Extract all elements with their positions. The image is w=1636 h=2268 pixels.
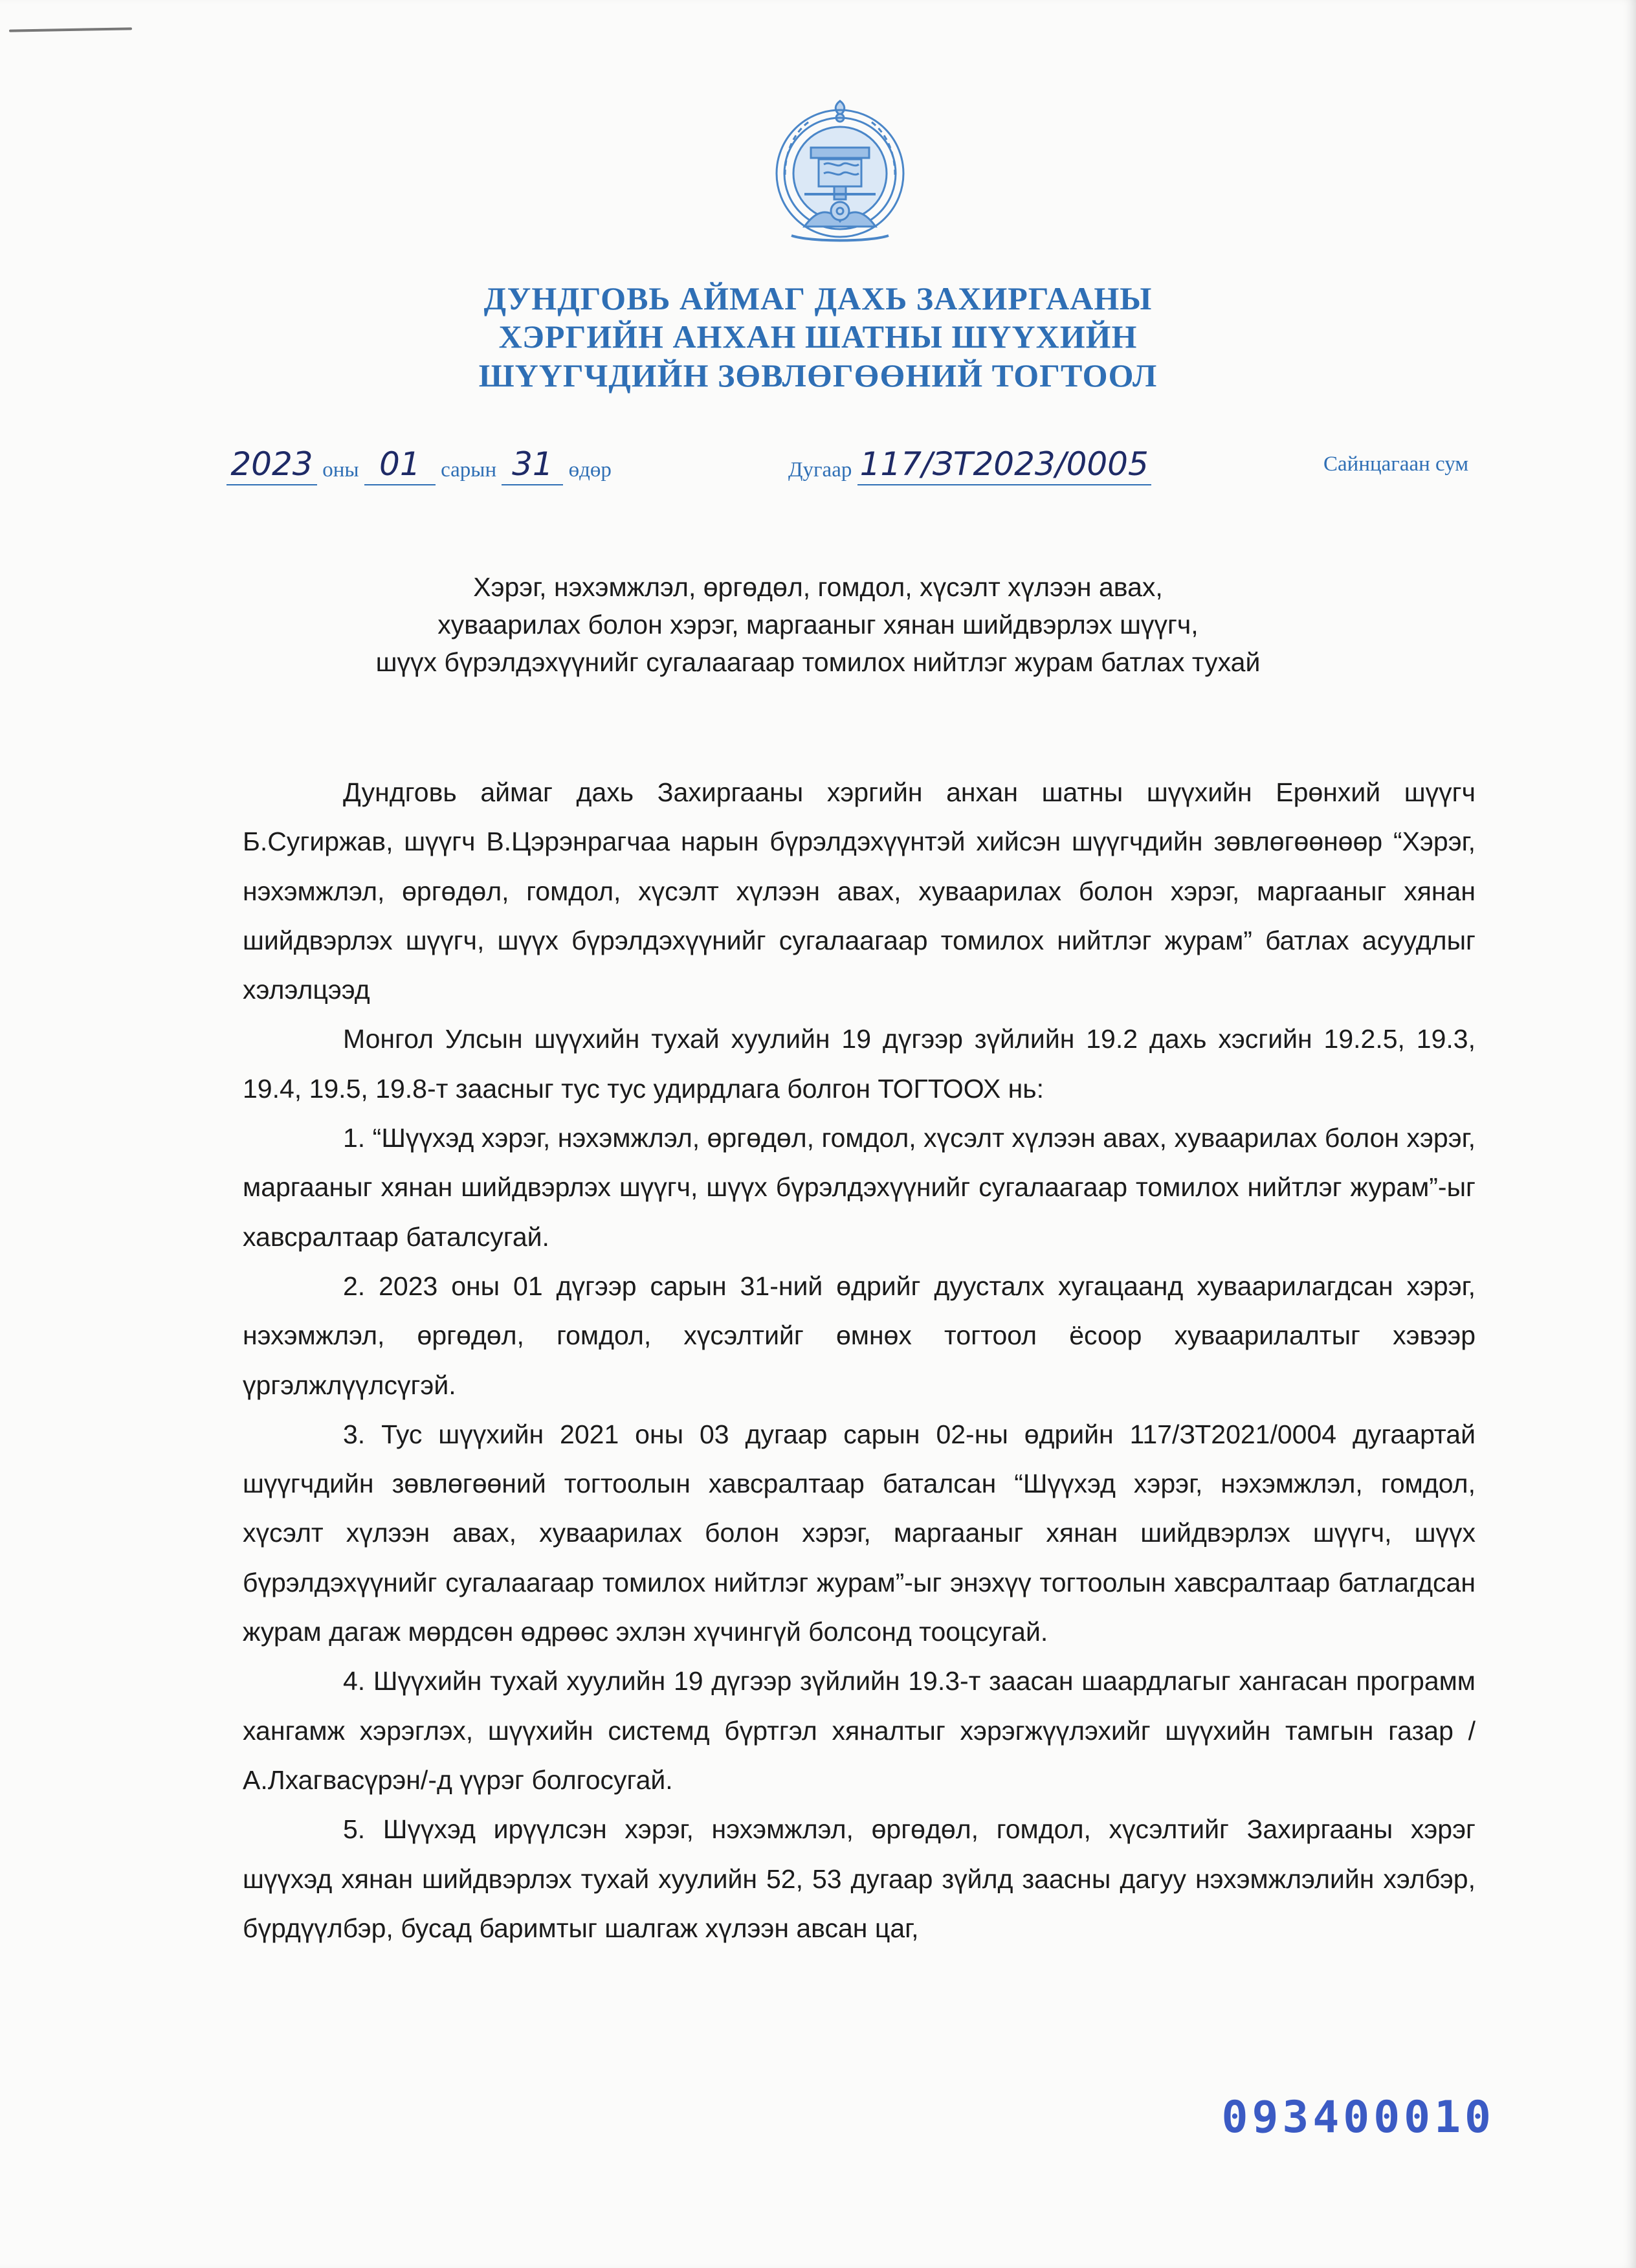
body-clause-1: 1. “Шүүхэд хэрэг, нэхэмжлэл, өргөдөл, гомдол, хүсэлт хүлээн авах, хуваарилах болон хэрэг, маргааныг хянан шийдвэрлэх шүүгч, шүүх бүрэлдэхүүнийг сугалаагаар томилох нийтлэг журам”-ыг хавсралтаар баталсугай. <box>243 1123 1476 1252</box>
resolution-number-line <box>788 447 1151 485</box>
body-clause-4: 4. Шүүхийн тухай хуулийн 19 дүгээр зүйлийн 19.3-т заасан шаардлагыг хангасан программ хангамж хэрэглэх, шүүхийн системд бүртгэл хяналтыг хэрэгжүүлэхийг шүүхийн тамгын газар /А.Лхагвасүрэн/-д үүрэг болгосугай. <box>243 1666 1476 1795</box>
resolution-title-line-2: хуваарилах болон хэрэг, маргааныг хянан шийдвэрлэх шүүгч, <box>437 610 1199 639</box>
month-label: сарын <box>441 458 497 482</box>
place-name: Сайнцагаан сум <box>1323 452 1469 476</box>
handwritten-month: 01 <box>379 445 421 483</box>
body-clause-2: 2. 2023 оны 01 дүгээр сарын 31-ний өдрийг дуусталх хугацаанд хуваарилагдсан хэрэг, нэхэмжлэл, өргөдөл, гомдол, хүсэлтийг өмнөх тогтоол ёсоор хуваарилалтыг хэвээр үргэлжлүүлсүгэй. <box>243 1271 1476 1400</box>
resolution-title-line-3: шүүх бүрэлдэхүүнийг сугалаагаар томилох нийтлэг журам батлах тухай <box>375 647 1261 677</box>
year-label: оны <box>322 458 359 482</box>
court-name-line-2: ХЭРГИЙН АНХАН ШАТНЫ ШҮҮХИЙН <box>498 318 1138 355</box>
stamped-serial-number: 093400010 <box>1221 2092 1495 2143</box>
body-paragraph-legal-basis: Монгол Улсын шүүхийн тухай хуулийн 19 дүгээр зүйлийн 19.2 дахь хэсгийн 19.2.5, 19.3, 19.4, 19.5, 19.8-т заасныг тус тус удирдлага болгон ТОГТООХ нь: <box>243 1024 1476 1104</box>
resolution-body <box>243 768 1476 1953</box>
handwritten-resolution-number: 117/ЗТ2023/0005 <box>859 445 1149 483</box>
handwritten-day: 31 <box>512 445 553 483</box>
body-paragraph-preamble: Дундговь аймаг дахь Захиргааны хэргийн анхан шатны шүүхийн Ерөнхий шүүгч Б.Сугиржав, шүүгч В.Цэрэнрагчаа нарын бүрэлдэхүүнтэй хийсэн шүүгчдийн зөвлөгөөнөөр “Хэрэг, нэхэмжлэл, өргөдөл, гомдол, хүсэлт хүлээн авах, хуваарилах болон хэрэг, маргааныг хянан шийдвэрлэх шүүгч, шүүх бүрэлдэхүүнийг сугалаагаар томилох нийтлэг журам” батлах асуудлыг хэлэлцээд <box>243 777 1476 1005</box>
body-clause-5: 5. Шүүхэд ирүүлсэн хэрэг, нэхэмжлэл, өргөдөл, гомдол, хүсэлтийг Захиргааны хэрэг шүүхэд хянан шийдвэрлэх тухай хуулийн 52, 53 дугаар зүйлд заасны дагуу нэхэмжлэлийн хэлбэр, бүрдүүлбэр, бусад баримтыг шалгаж хүлээн авсан цаг, <box>243 1814 1476 1943</box>
number-label: Дугаар <box>788 458 852 482</box>
handwritten-year: 2023 <box>230 445 313 483</box>
day-label: өдөр <box>568 458 612 482</box>
document-type-line: ШҮҮГЧДИЙН ЗӨВЛӨГӨӨНИЙ ТОГТООЛ <box>478 357 1158 394</box>
resolution-title-line-1: Хэрэг, нэхэмжлэл, өргөдөл, гомдол, хүсэлт хүлээн авах, <box>473 572 1163 602</box>
state-emblem-icon <box>766 97 914 256</box>
date-line <box>227 447 612 485</box>
court-name-line-1: ДУНДГОВЬ АЙМАГ ДАХЬ ЗАХИРГААНЫ <box>483 280 1153 317</box>
body-clause-3: 3. Тус шүүхийн 2021 оны 03 дугаар сарын 02-ны өдрийн 117/ЗТ2021/0004 дугаартай шүүгчдийн зөвлөгөөний тогтоолын хавсралтаар баталсан “Шүүхэд хэрэг, нэхэмжлэл, гомдол, хүсэлт хүлээн авах, хуваарилах болон хэрэг, маргааныг хянан шийдвэрлэх шүүгч, шүүх бүрэлдэхүүнийг сугалаагаар томилох нийтлэг журам”-ыг энэхүү тогтоолын хавсралтаар батлагдсан журам дагаж мөрдсөн өдрөөс эхлэн хүчингүй болсонд тооцсугай. <box>243 1419 1476 1647</box>
